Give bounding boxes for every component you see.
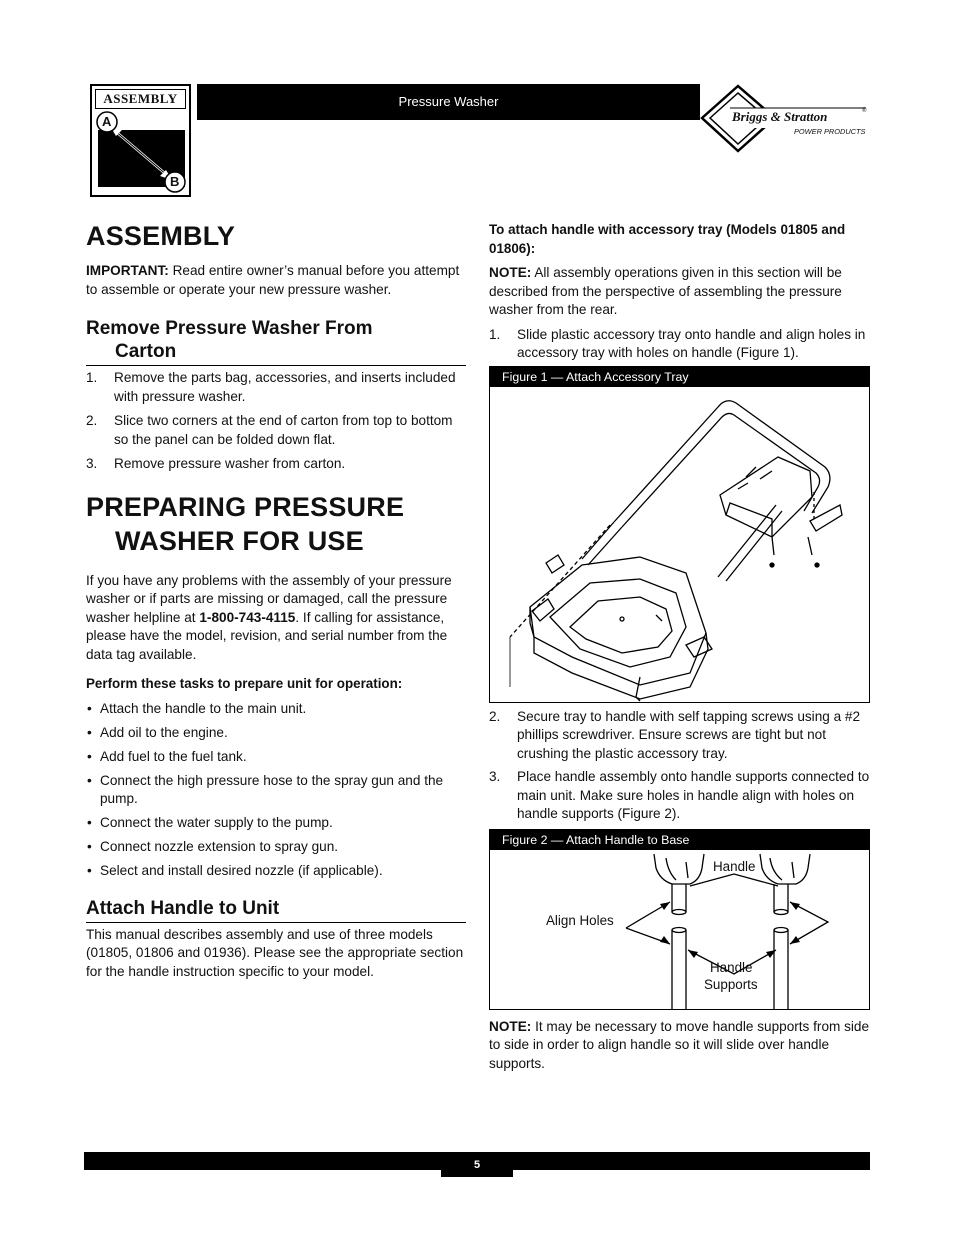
step-text: Secure tray to handle with self tapping screws using a #2 phillips screwdriver. Ensure screws are tight but not crushing the plastic accessory tray. [517,708,861,761]
list-item [86,369,466,406]
accessory-tray-illustration [490,387,869,702]
list-item [86,455,466,474]
label-supports-line2: Supports [704,976,758,992]
step-text: Slice two corners at the end of carton from top to bottom so the panel can be folded down flat. [114,413,453,447]
header-bar: Pressure Washer [197,84,700,120]
step-text: Slide plastic accessory tray onto handle and align holes in accessory tray with holes on handle (Figure 1). [517,326,866,360]
list-item [86,724,466,743]
logo-trademark: ® [862,108,867,114]
tasks-list [86,700,466,881]
step-number: 1. [86,370,98,385]
bullet: • [87,748,92,764]
figure-1-caption: Figure 1 — Attach Accessory Tray [490,367,869,387]
brand-logo [700,84,870,160]
prep-paragraph [86,572,466,665]
task-text: Connect the high pressure hose to the spray gun and the pump. [100,772,444,806]
heading-remove-line2: Carton [115,341,177,362]
attach-paragraph: This manual describes assembly and use of three models (01805, 01806 and 01936). Please see the appropriate section for the handle instruction specific to your model. [86,926,464,979]
badge-title: ASSEMBLY [95,89,186,109]
bullet: • [87,839,92,854]
list-item [489,708,871,764]
tray-steps-2-3 [489,708,871,824]
task-text: Select and install desired nozzle (if applicable). [100,863,383,878]
page-number: 5 [473,1159,481,1171]
bullet: • [87,863,92,878]
heading-preparing [86,490,466,558]
step-text: Place handle assembly onto handle supports connected to main unit. Make sure holes in handle align with holes on handle supports (Figure 2). [517,769,870,821]
logo-tagline: POWER PRODUCTS [794,127,866,136]
task-text: Connect the water supply to the pump. [100,815,333,830]
list-item [86,814,466,833]
important-paragraph [86,262,466,299]
task-text: Add fuel to the fuel tank. [100,748,247,764]
list-item [86,748,466,767]
figure-1 [489,366,870,703]
list-item [86,700,466,719]
step-text: Remove pressure washer from carton. [114,456,346,471]
task-text: Connect nozzle extension to spray gun. [100,839,339,854]
badge-label-b: B [170,174,180,189]
helpline-number: 1-800-743-4115 [199,609,296,625]
badge-label-a: A [102,114,112,129]
note-paragraph-1 [489,264,871,320]
section-badge [90,84,191,197]
task-text: Add oil to the engine. [100,724,228,740]
heading-preparing-line1: PREPARING PRESSURE [86,491,405,522]
heading-attach-handle: Attach Handle to Unit [86,897,466,923]
list-item [86,412,466,449]
label-align-holes: Align Holes [546,912,614,928]
tray-heading: To attach handle with accessory tray (Models 01805 and 01806): [489,222,846,256]
list-item [489,326,871,363]
note-paragraph-2 [489,1018,871,1074]
label-handle: Handle [713,858,756,874]
step-number: 3. [86,456,98,471]
list-item [86,862,466,881]
bullet: • [87,815,92,830]
note-text: It may be necessary to move handle supports from side to side in order to align handle so it will slide over handle supports. [489,1018,870,1071]
heading-remove-line1: Remove Pressure Washer From [86,318,373,339]
heading-remove-carton [86,317,466,366]
left-column [86,220,466,981]
figure-2 [489,829,870,1010]
step-number: 3. [489,769,501,784]
task-text: Attach the handle to the main unit. [100,700,307,716]
note-label: NOTE: [489,265,532,280]
heading-assembly: ASSEMBLY [86,221,236,251]
tasks-heading: Perform these tasks to prepare unit for operation: [86,676,403,691]
heading-preparing-line2: WASHER FOR USE [115,525,364,556]
list-item [86,838,466,857]
list-item [86,772,466,809]
prep-text-1: If you have any problems with the assembly of your pressure washer or if parts are missing or damaged, call the pressure washer helpline at [86,572,452,625]
bullet: • [87,700,92,716]
list-item [489,768,871,824]
prep-text-2: . If calling for assistance, please have the model, revision, and serial number from the data tag available. [86,609,448,662]
logo-brand-text: Briggs & Stratton [732,109,828,124]
bullet: • [87,772,92,788]
step-number: 1. [489,326,501,342]
right-column [489,221,871,1073]
step-number: 2. [489,708,501,724]
bullet: • [87,724,92,740]
note-label: NOTE: [489,1018,532,1034]
step-number: 2. [86,413,98,428]
important-label: IMPORTANT: [86,263,169,278]
figure-2-caption: Figure 2 — Attach Handle to Base [490,830,869,850]
tray-step-1 [489,326,871,363]
important-text: Read entire owner’s manual before you attempt to assemble or operate your new pressure washer. [86,263,460,297]
step-text: Remove the parts bag, accessories, and inserts included with pressure washer. [114,370,456,404]
label-supports-line1: Handle [710,959,753,975]
note-text: All assembly operations given in this section will be described from the perspective of assembling the pressure washer from the rear. [489,265,842,317]
remove-steps-list [86,369,466,474]
